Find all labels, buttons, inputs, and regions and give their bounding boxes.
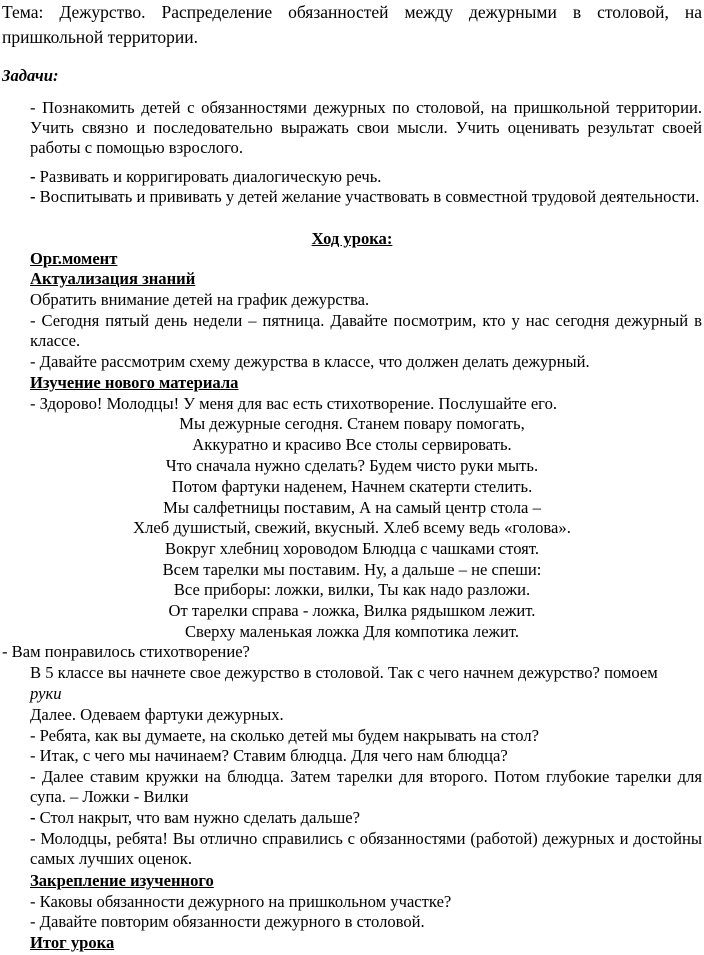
poem-line: Мы салфетницы поставим, А на самый центр стола – [163, 498, 541, 517]
page-title: Тема: Дежурство. Распределение обязанностей между дежурными в столовой, на пришкольной территории. [2, 2, 702, 47]
dialog-p1: В 5 классе вы начнете свое дежурство в столовой. Так с чего начнем дежурство? помоем [30, 663, 658, 682]
consolidation-p1: - Каковы обязанности дежурного на пришкольном участке? [30, 892, 452, 911]
dialog-p1-italic: руки [30, 684, 62, 703]
task-1: - Познакомить детей с обязанностями дежурных по столовой, на пришкольной территории. Учить связно и последовательно выражать свои мысли. Учить оценивать результат своей работы с помощью взрослого. [30, 98, 702, 158]
poem-line: Все приборы: ложки, вилки, Ты как надо разложи. [173, 580, 531, 599]
poem-line: Сверху маленькая ложка Для компотика лежит. [184, 622, 520, 641]
poem-line: Всем тарелки мы поставим. Ну, а дальше – не спеши: [162, 560, 542, 579]
task-2-dash: - [30, 167, 36, 186]
dialog-p7: - Молодцы, ребята! Вы отлично справились с обязанностями (работой) дежурных и достойны самых лучших оценок. [30, 829, 702, 869]
poem-line: От тарелки справа - ложка, Вилка рядышком лежит. [168, 601, 536, 620]
poem-line: Аккуратно и красиво Все столы сервировать. [192, 435, 512, 454]
org-heading: Орг.момент [30, 249, 118, 268]
actualization-p2: - Сегодня пятый день недели – пятница. Давайте посмотрим, кто у нас сегодня дежурный в классе. [30, 311, 702, 351]
dialog-p4: - Итак, с чего мы начинаем? Ставим блюдца. Для чего нам блюдца? [30, 746, 508, 765]
consolidation-heading: Закрепление изученного [30, 871, 214, 890]
consolidation-p2: - Давайте повторим обязанности дежурного в столовой. [30, 912, 425, 931]
actualization-p1: Обратить внимание детей на график дежурства. [30, 290, 370, 309]
new-material-p1: - Здорово! Молодцы! У меня для вас есть стихотворение. Послушайте его. [30, 394, 558, 413]
dialog-p2: Далее. Одеваем фартуки дежурных. [30, 705, 284, 724]
poem-line: Хлеб душистый, свежий, вкусный. Хлеб всему ведь «голова». [133, 518, 571, 537]
dialog-q1: - Вам понравилось стихотворение? [2, 642, 250, 661]
dialog-p5: - Далее ставим кружки на блюдца. Затем тарелки для второго. Потом глубокие тарелки для супа. – Ложки - Вилки [30, 767, 702, 807]
dialog-p6-dash: - [30, 808, 36, 827]
actualization-p3: - Давайте рассмотрим схему дежурства в классе, что должен делать дежурный. [30, 352, 590, 371]
dialog-p6 [30, 808, 360, 828]
task-3 [30, 187, 702, 207]
task-2 [30, 167, 381, 187]
poem-line: Потом фартуки наденем, Начнем скатерти стелить. [171, 477, 533, 496]
poem-line: Что сначала нужно сделать? Будем чисто руки мыть. [165, 456, 539, 475]
poem-line: Мы дежурные сегодня. Станем повару помогать, [179, 414, 525, 433]
lesson-heading: Ход урока: [311, 229, 393, 248]
tasks-heading: Задачи: [2, 66, 59, 85]
summary-heading: Итог урока [30, 933, 115, 952]
new-material-heading: Изучение нового материала [30, 373, 239, 392]
dialog-p3: - Ребята, как вы думаете, на сколько детей мы будем накрывать на стол? [30, 726, 540, 745]
dialog-p6-text: Стол накрыт, что вам нужно сделать дальше? [35, 808, 360, 827]
poem-line: Вокруг хлебниц хороводом Блюдца с чашками стоят. [165, 539, 539, 558]
task-3-dash: - [30, 187, 36, 206]
actualization-heading: Актуализация знаний [30, 269, 196, 288]
task-2-text: Развивать и корригировать диалогическую речь. [35, 167, 382, 186]
task-3-text: Воспитывать и прививать у детей желание участвовать в совместной трудовой деятельности. [35, 187, 700, 206]
